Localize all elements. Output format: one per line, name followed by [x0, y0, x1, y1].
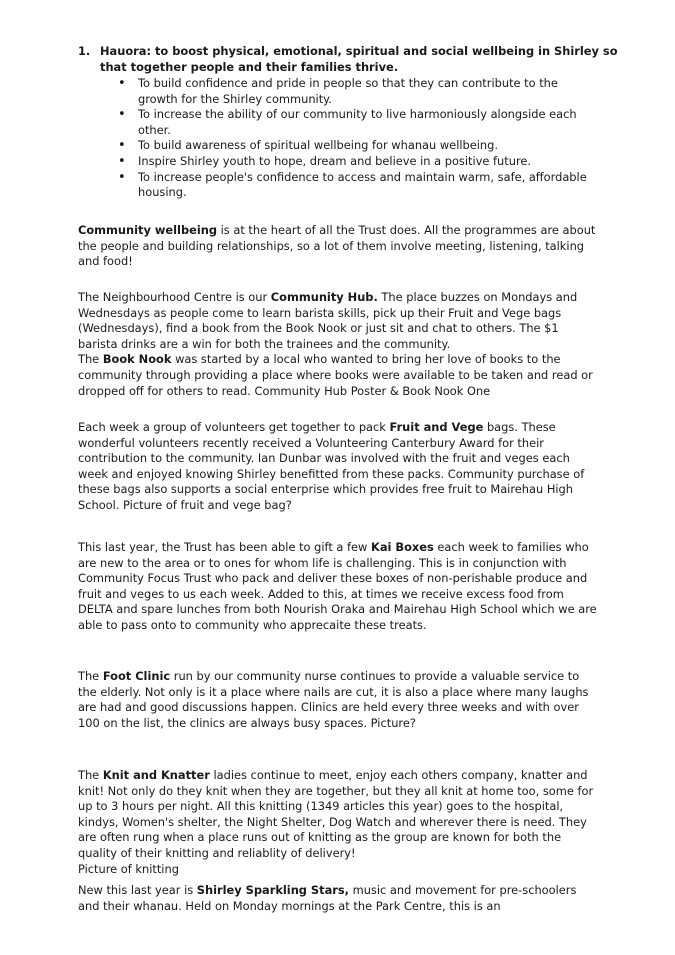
paragraph-knit-and-knatter	[78, 768, 598, 877]
paragraph-text: The Neighbourhood Centre is our	[78, 290, 271, 304]
paragraph-text: was started by a local who wanted to bring her love of books to the community through providing a place where books were available to be taken and read or dropped off for others to read. Community Hub Poster & Book Nook One	[78, 352, 593, 398]
bullet-item: • To increase the ability of our community to live harmoniously alongside each other.	[118, 107, 588, 138]
paragraph-text: is at the heart of all the Trust does. All the programmes are about the people and building relationships, so a lot of them involve meeting, listening, talking and food!	[78, 223, 596, 269]
bullet-item: • To increase people's confidence to access and maintain warm, safe, affordable housing.	[118, 170, 588, 201]
bold-term: Kai Boxes	[371, 540, 434, 554]
paragraph-text: The	[78, 768, 103, 782]
paragraph-community-hub	[78, 290, 598, 399]
picture-note: Picture of knitting	[78, 861, 179, 876]
paragraph-kai-boxes	[78, 540, 598, 634]
paragraph-sparkling-stars	[78, 883, 598, 914]
paragraph-community-wellbeing	[78, 223, 598, 270]
paragraph-text: each week to families who are new to the area or to ones for whom life is challenging. This is in conjunction with Community Focus Trust who pack and deliver these boxes of non-perishable produce and fruit and veges to us each week. Added to this, at times we receive excess food from DELTA and spare lunches from both Nourish Oraka and Mairehau High School which we are able to pass onto to community who apprecaite these treats.	[78, 540, 597, 632]
bold-term: Community wellbeing	[78, 223, 217, 237]
paragraph-text: music and movement for pre-schoolers and their whanau. Held on Monday mornings at the Park Centre, this is an	[78, 883, 577, 913]
bold-term: Knit and Knatter	[102, 768, 210, 782]
paragraph-text: The place buzzes on Mondays and Wednesdays as people come to learn barista skills, pick up their Fruit and Vege bags (Wednesdays), find a book from the Book Nook or just sit and chat to others. The $1 barista drinks are a win for both the trainees and the community.	[78, 290, 578, 351]
paragraph-text: ladies continue to meet, enjoy each others company, knatter and knit! Not only do they knit when they are together, but they all knit at home too, some for up to 3 hours per night. All this knitting (1349 articles this year) goes to the hospital, kindys, Women's shelter, the Night Shelter, Dog Watch and wherever there is need. They are often rung when a place runs out of knitting as the group are known for both the quality of their knitting and reliablity of delivery!	[78, 768, 594, 860]
goal-title: Hauora: to boost physical, emotional, spiritual and social wellbeing in Shirley so that together people and their families thrive.	[100, 44, 618, 74]
bold-term: Fruit and Vege	[389, 420, 484, 434]
paragraph-text: The	[78, 352, 103, 367]
paragraph-text: bags. These wonderful volunteers recently received a Volunteering Canterbury Award for their contribution to the community. Ian Dunbar was involved with the fruit and veges each week and enjoyed knowing Shirley benefitted from these packs. Community purchase of these bags also supports a social enterprise which provides free fruit to Mairehau High School. Picture of fruit and vege bag?	[78, 420, 585, 512]
paragraph-fruit-and-vege	[78, 420, 598, 514]
goal-bullet-list	[118, 76, 588, 201]
paragraph-text: New this last year is	[78, 883, 197, 897]
bullet-item: • To build awareness of spiritual wellbeing for whanau wellbeing.	[118, 138, 588, 154]
paragraph-foot-clinic	[78, 669, 598, 731]
paragraph-text: run by our community nurse continues to provide a valuable service to the elderly. Not only is it a place where nails are cut, it is also a place where many laughs are had and good discussions happen. Clinics are held every three weeks and with over 100 on the list, the clinics are always busy spaces. Picture?	[78, 669, 589, 730]
bullet-item: • Inspire Shirley youth to hope, dream and believe in a positive future.	[118, 154, 588, 170]
goal-number: 1.	[78, 44, 91, 58]
bold-term: Shirley Sparkling Stars,	[196, 883, 349, 897]
bold-term: Book Nook	[102, 352, 172, 367]
paragraph-text: The	[78, 669, 103, 683]
goal-heading	[78, 44, 618, 75]
paragraph-text: This last year, the Trust has been able to gift a few	[78, 540, 371, 554]
paragraph-text: Each week a group of volunteers get together to pack	[78, 420, 390, 434]
bold-term: Foot Clinic	[102, 669, 171, 683]
bullet-item: • To build confidence and pride in people so that they can contribute to the growth for the Shirley community.	[118, 76, 588, 107]
bold-term: Community Hub.	[270, 290, 378, 304]
